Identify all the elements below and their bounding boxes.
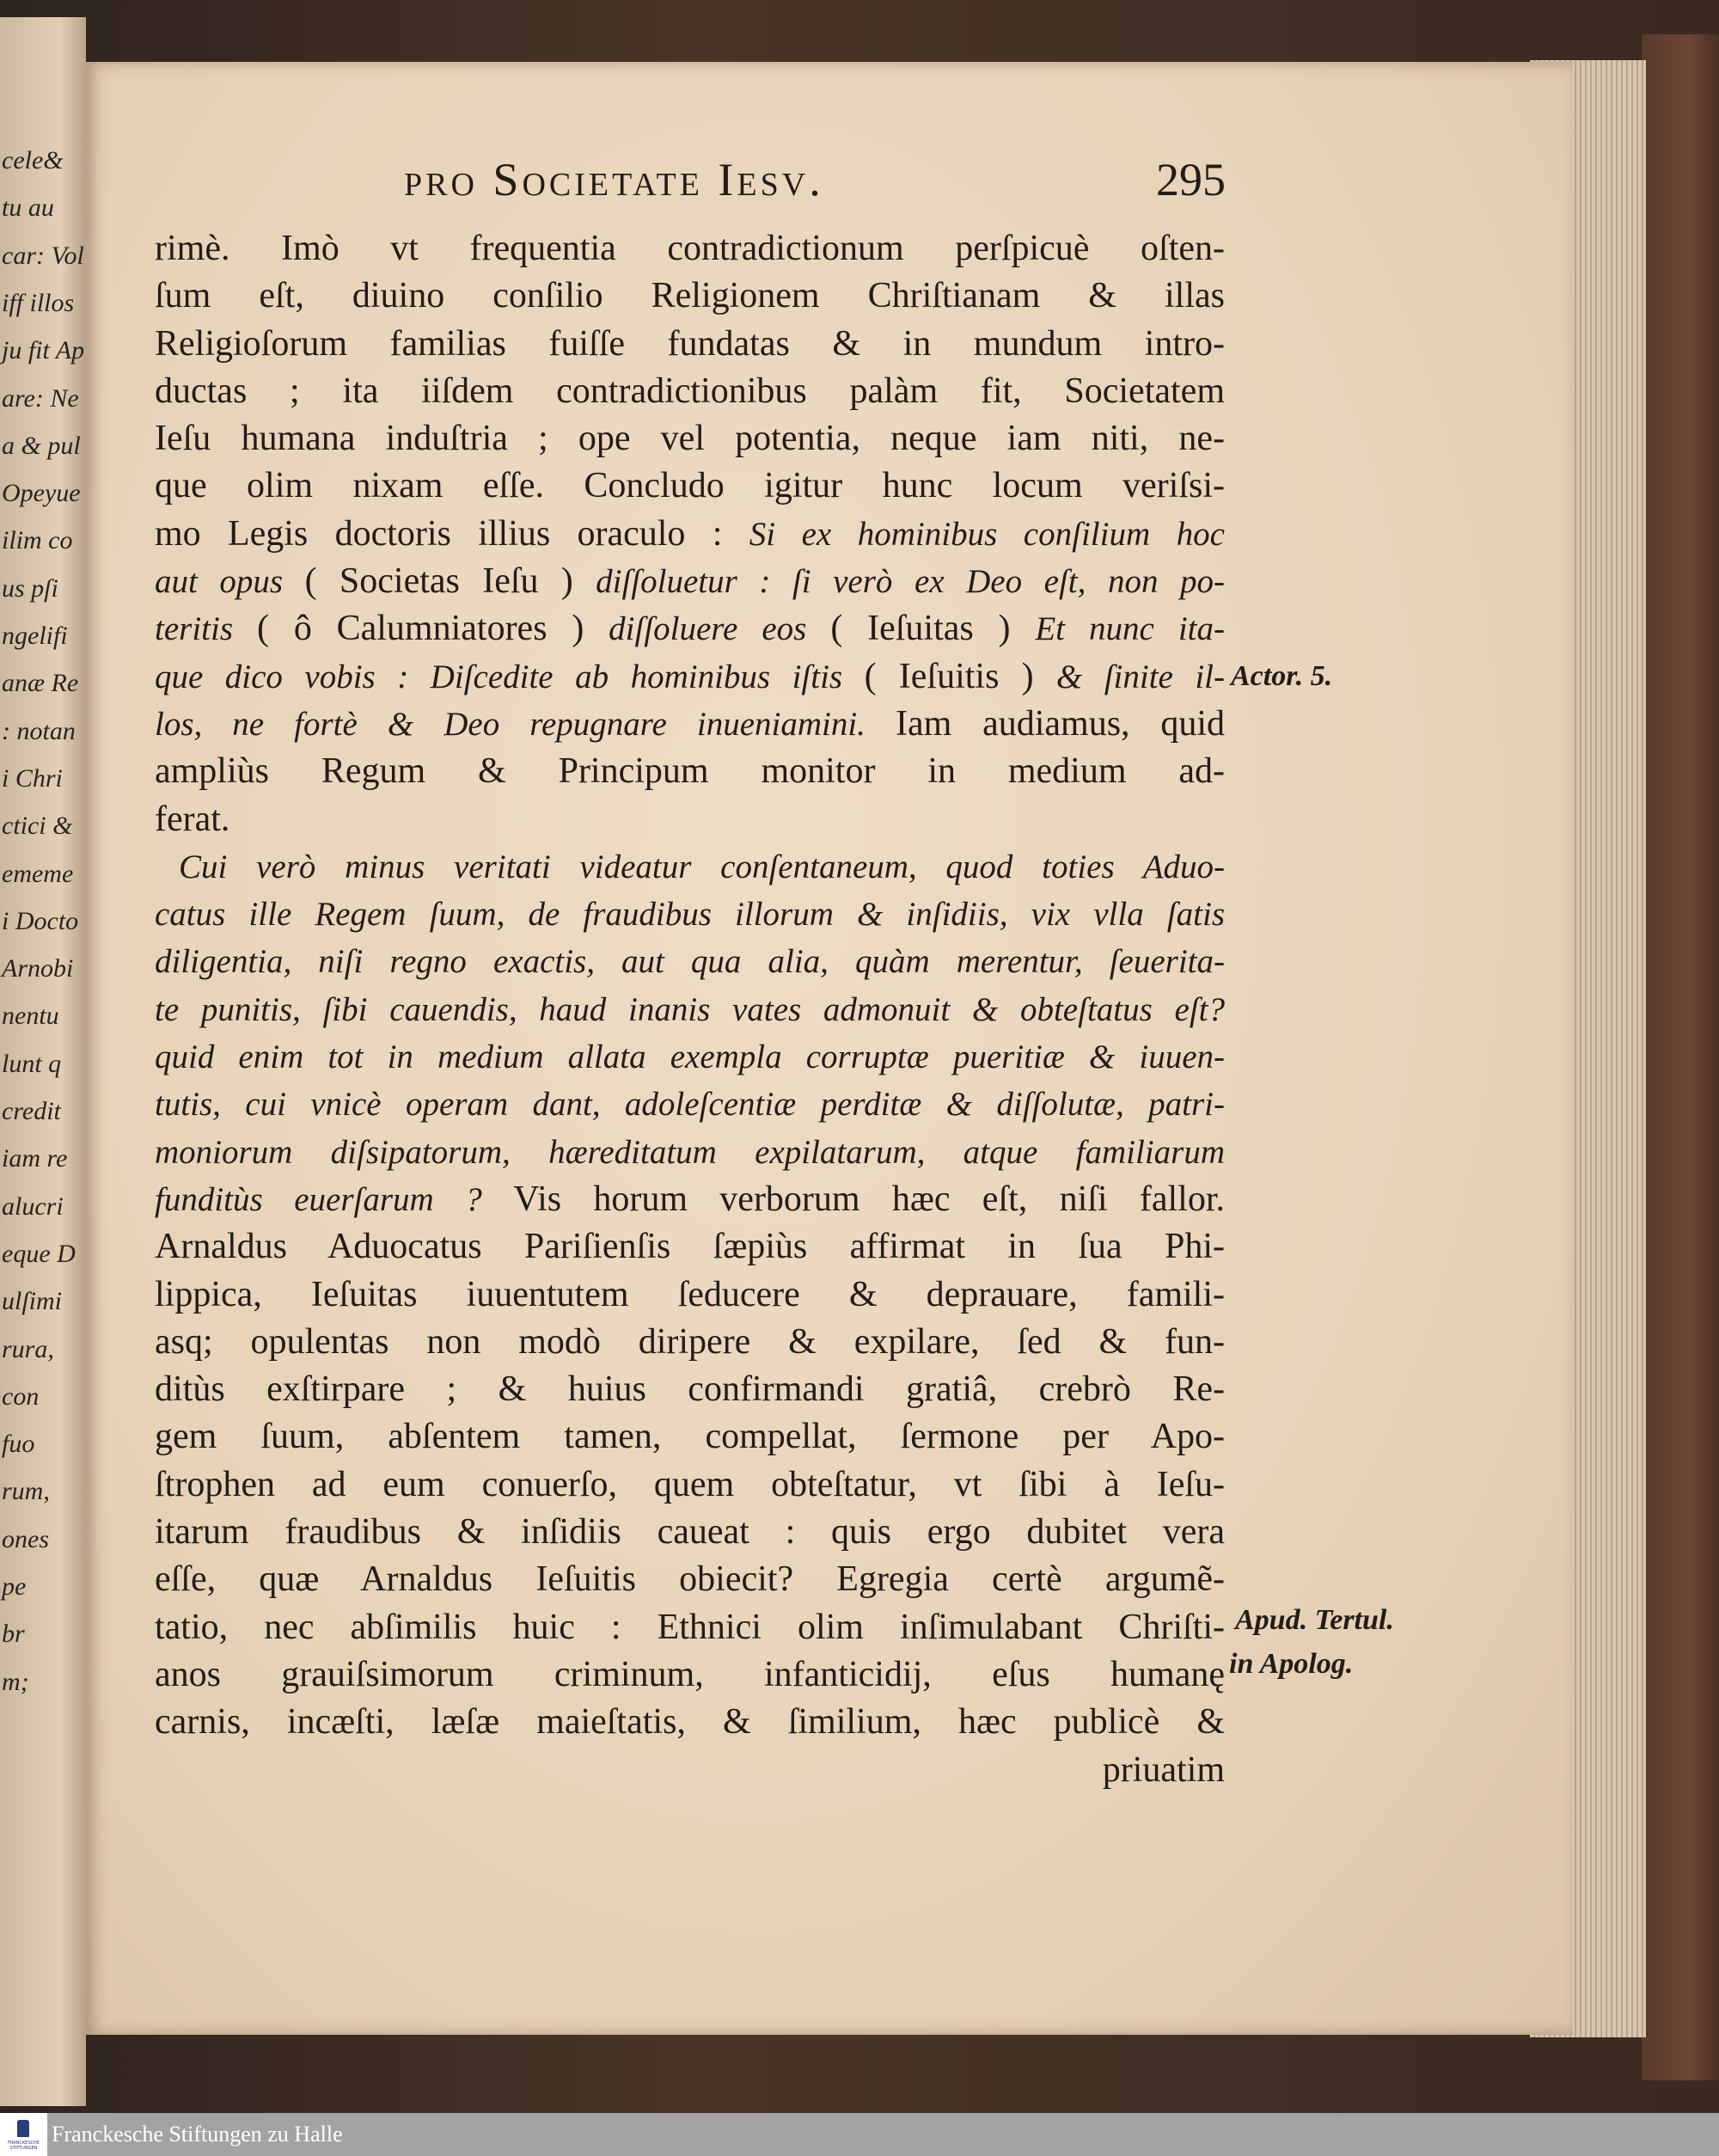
left-page-fragment: : notan: [2, 716, 76, 745]
left-page-fragment: tu au: [2, 193, 54, 223]
text-line: [155, 1699, 1225, 1746]
left-page-fragment: lunt q: [2, 1049, 62, 1078]
text-line: [155, 653, 1225, 701]
italic-segment: te punitis, ſibi cauendis, haud inanis vates admonuit & obteſtatus eſt?: [155, 990, 1225, 1028]
roman-segment: ( Societas Ieſu ): [304, 561, 596, 602]
italic-segment: catus ille Regem ſuum, de fraudibus illorum & inſidiis, vix vlla ſatis: [155, 896, 1225, 934]
roman-segment: Religioſorum familias fuiſſe fundatas & in mundum intro-: [155, 323, 1225, 364]
italic-segment: funditùs euerſarum ?: [155, 1180, 514, 1218]
text-line: [155, 1604, 1225, 1651]
left-page-fragment: Opeyue: [2, 479, 81, 508]
left-page-fragment: anæ Re: [2, 669, 79, 698]
roman-segment: ſum eſt, diuino conſilio Religionem Chriſtianam & illas: [155, 276, 1225, 316]
roman-segment: lippica, Ieſuitas iuuentutem ſeducere & deprauare, famili-: [155, 1274, 1225, 1314]
italic-segment: & ſinite il-: [1055, 658, 1225, 695]
roman-segment: ( ô Calumniatores ): [257, 609, 609, 649]
roman-segment: gem ſuum, abſentem tamen, compellat, ſermone per Apo-: [155, 1417, 1225, 1457]
text-line: [155, 1033, 1225, 1081]
italic-segment: aut opus: [155, 563, 305, 601]
italic-segment: diligentia, niſi regno exactis, aut qua alia, quàm merentur, ſeuerita-: [155, 943, 1225, 981]
text-line: [155, 1556, 1225, 1603]
left-page-fragment: rum,: [2, 1477, 50, 1506]
left-page-fragment: ememe: [2, 859, 74, 888]
left-page-fragment: us pſi: [2, 573, 58, 603]
italic-segment: diſſoluere eos: [609, 610, 831, 648]
text-line: [155, 1413, 1225, 1461]
text-line: [155, 748, 1225, 795]
left-page-fragment: ulſimi: [2, 1287, 63, 1316]
roman-segment: carnis, incæſti, læſæ maieſtatis, & ſimilium, hæc publicè &: [155, 1702, 1225, 1743]
left-page-fragment: car: Vol: [2, 241, 84, 270]
roman-segment: rimè. Imò vt frequentia contradictionum perſpicuè oſten-: [155, 229, 1225, 268]
text-line: [155, 511, 1225, 558]
roman-segment: Iam audiamus, quid: [895, 703, 1225, 744]
left-page-edge: [0, 17, 86, 2106]
text-line: [155, 1271, 1225, 1319]
roman-segment: eſſe, quæ Arnaldus Ieſuitis obiecit? Egregia certè argumẽ-: [155, 1559, 1225, 1600]
logo-text: FRANCKESCHE STIFTUNGEN: [8, 2141, 40, 2151]
left-page-fragment: i Chri: [2, 763, 63, 793]
text-line: [155, 843, 1225, 891]
text-line: [155, 986, 1225, 1033]
left-page-fragment: credit: [2, 1097, 61, 1125]
left-page-fragment: iff illos: [2, 288, 75, 317]
italic-segment: los, ne fortè & Deo repugnare inueniamini.: [155, 705, 896, 743]
marginal-note-tertullian: Apud. Tertul.: [1235, 1604, 1394, 1636]
left-page-fragment: cele&: [2, 146, 64, 175]
text-line: [155, 558, 1225, 605]
left-page-fragment: rura,: [2, 1334, 54, 1363]
catchword: [155, 1747, 1225, 1794]
text-line: [155, 321, 1225, 368]
roman-segment: que olim nixam eſſe. Concludo igitur hunc locum veriſsi-: [155, 466, 1225, 506]
roman-segment: itarum fraudibus & inſidiis caueat : quis ergo dubitet vera: [155, 1512, 1225, 1553]
italic-segment: Et nunc ita-: [1035, 610, 1226, 648]
marginal-note-acts: Actor. 5.: [1231, 660, 1333, 692]
body-text: [155, 225, 1225, 1794]
text-line: [155, 605, 1225, 652]
marginal-note-apologeticum: in Apolog.: [1229, 1648, 1354, 1680]
italic-segment: Cui verò minus veritati videatur conſentaneum, quod toties Aduo-: [179, 848, 1225, 885]
left-page-fragment: br: [2, 1620, 25, 1649]
roman-segment: ditùs exſtirpare ; & huius confirmandi gratiâ, crebrò Re-: [155, 1369, 1225, 1410]
text-line: [155, 273, 1225, 320]
left-page-fragment: con: [2, 1381, 40, 1411]
text-line: [155, 1319, 1225, 1366]
text-line: [155, 462, 1225, 510]
text-line: [155, 1081, 1225, 1128]
logo-figure-icon: [17, 2120, 29, 2137]
roman-segment: ampliùs Regum & Principum monitor in medium ad-: [155, 751, 1225, 792]
italic-segment: quid enim tot in medium allata exempla corruptæ pueritiæ & iuuen-: [155, 1038, 1225, 1076]
left-page-fragment: m;: [2, 1667, 29, 1696]
text-line: [155, 1651, 1225, 1699]
left-page-fragment: nentu: [2, 1001, 59, 1031]
text-line: [155, 368, 1225, 415]
text-line: [155, 796, 1225, 843]
page-number: 295: [1156, 154, 1226, 205]
left-page-fragment: ngelifi: [2, 622, 68, 650]
roman-segment: anos grauiſsimorum criminum, infanticidij, eſus humanę: [155, 1654, 1225, 1694]
left-page-fragment: i Docto: [2, 906, 79, 935]
text-line: [155, 938, 1225, 985]
roman-segment: ferat.: [155, 799, 230, 839]
italic-segment: diſſoluetur : ſi verò ex Deo eſt, non po-: [596, 563, 1225, 601]
text-line: [155, 1509, 1225, 1556]
left-page-fragment: eque D: [2, 1239, 76, 1268]
roman-segment: mo Legis doctoris illius oraculo :: [155, 513, 749, 554]
footer-bar: [0, 2113, 1719, 2156]
roman-segment: tatio, nec abſimilis huic : Ethnici olim inſimulabant Chriſti-: [155, 1607, 1225, 1647]
left-page-fragment: a & pul: [2, 431, 81, 460]
left-page-fragment: alucri: [2, 1191, 64, 1221]
text-line: [155, 225, 1225, 273]
roman-segment: Ieſu humana induſtria ; ope vel potentia, neque iam niti, ne-: [155, 419, 1225, 459]
left-page-fragment: pe: [2, 1572, 27, 1601]
institution-logo: [0, 2113, 47, 2156]
text-line: [155, 1223, 1225, 1271]
roman-segment: ductas ; ita iiſdem contradictionibus palàm fit, Societatem: [155, 371, 1225, 411]
running-head: pro Societate Iesv.: [404, 154, 824, 205]
left-page-fragment: Arnobi: [2, 954, 74, 983]
institution-name: Franckesche Stiftungen zu Halle: [52, 2122, 343, 2147]
roman-segment: ( Ieſuitis ): [864, 656, 1056, 696]
text-line: [155, 1366, 1225, 1413]
left-page-fragment: ilim co: [2, 526, 73, 555]
roman-segment: priuatim: [1102, 1749, 1225, 1790]
text-line: [155, 1129, 1225, 1176]
left-page-fragment: ones: [2, 1524, 49, 1553]
book-spine-edge: [1642, 34, 1719, 2080]
roman-segment: Arnaldus Aduocatus Pariſienſis ſæpiùs affirmat in ſua Phi-: [155, 1227, 1225, 1267]
italic-segment: teritis: [155, 610, 258, 648]
text-line: [155, 701, 1225, 748]
roman-segment: ſtrophen ad eum conuerſo, quem obteſtatur, vt ſibi à Ieſu-: [155, 1464, 1225, 1504]
roman-segment: ( Ieſuitas ): [830, 609, 1036, 649]
text-line: [155, 891, 1225, 938]
left-page-fragment: are: Ne: [2, 383, 79, 413]
text-line: [155, 415, 1225, 462]
left-page-fragment: ju fit Ap: [2, 336, 85, 365]
italic-segment: tutis, cui vnicè operam dant, adoleſcentiæ perditæ & diſſolutæ, patri-: [155, 1086, 1225, 1124]
italic-segment: Si ex hominibus conſilium hoc: [749, 515, 1225, 553]
roman-segment: Vis horum verborum hæc eſt, niſi fallor.: [513, 1179, 1225, 1219]
roman-segment: asq; opulentas non modò diripere & expilare, ſed & fun-: [155, 1321, 1225, 1362]
italic-segment: moniorum diſsipatorum, hæreditatum expilatarum, atque familiarum: [155, 1133, 1225, 1171]
text-line: [155, 1461, 1225, 1509]
left-page-fragment: ctici &: [2, 812, 73, 841]
left-page-fragment: iam re: [2, 1144, 68, 1173]
italic-segment: que dico vobis : Diſcedite ab hominibus iſtis: [155, 658, 865, 695]
text-line: [155, 1176, 1225, 1223]
left-page-fragment: fuo: [2, 1430, 35, 1459]
